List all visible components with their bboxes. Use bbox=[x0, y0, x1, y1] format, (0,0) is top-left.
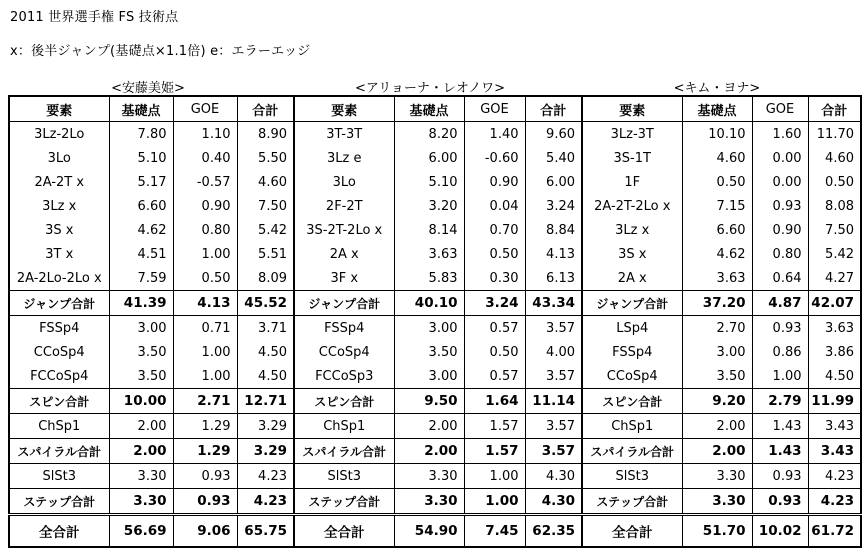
total-cell: 3.43 bbox=[808, 414, 861, 439]
element-cell: FCCoSp4 bbox=[9, 364, 109, 389]
goe-cell: 0.50 bbox=[464, 340, 525, 364]
element-cell: ジャンプ合計 bbox=[9, 291, 109, 316]
total-cell: 61.72 bbox=[808, 515, 861, 548]
element-cell: ジャンプ合計 bbox=[582, 291, 682, 316]
goe-cell: 1.00 bbox=[173, 364, 237, 389]
element-cell: スパイラル合計 bbox=[9, 439, 109, 464]
base-value-cell: 3.00 bbox=[682, 340, 752, 364]
table-row bbox=[9, 122, 861, 147]
base-value-cell: 4.60 bbox=[682, 146, 752, 170]
base-value-cell: 6.60 bbox=[109, 194, 173, 218]
table-row bbox=[9, 464, 861, 489]
base-value-cell: 5.83 bbox=[394, 266, 464, 291]
goe-cell: 2.71 bbox=[173, 389, 237, 414]
total-cell: 5.42 bbox=[808, 242, 861, 266]
goe-cell: 1.10 bbox=[173, 122, 237, 147]
goe-cell: 0.93 bbox=[752, 489, 808, 515]
element-cell: スパイラル合計 bbox=[582, 439, 682, 464]
goe-cell: 0.57 bbox=[464, 364, 525, 389]
total-cell: 4.23 bbox=[808, 489, 861, 515]
base-value-cell: 2.00 bbox=[394, 414, 464, 439]
total-cell: 4.60 bbox=[808, 146, 861, 170]
goe-cell: 0.50 bbox=[173, 266, 237, 291]
element-cell: 全合計 bbox=[582, 515, 682, 548]
skater-name-ando: <安藤美姫> bbox=[111, 81, 185, 96]
total-cell: 3.29 bbox=[237, 414, 294, 439]
base-value-cell: 3.63 bbox=[394, 242, 464, 266]
total-cell: 4.60 bbox=[237, 170, 294, 194]
goe-cell: 0.70 bbox=[464, 218, 525, 242]
base-value-cell: 3.30 bbox=[109, 464, 173, 489]
total-cell: 7.50 bbox=[237, 194, 294, 218]
total-cell: 43.34 bbox=[525, 291, 582, 316]
total-cell: 3.43 bbox=[808, 439, 861, 464]
element-cell: 2A-2Lo-2Lo x bbox=[9, 266, 109, 291]
element-cell: ジャンプ合計 bbox=[294, 291, 394, 316]
subtotal-row bbox=[9, 489, 861, 515]
base-value-cell: 51.70 bbox=[682, 515, 752, 548]
base-value-cell: 7.59 bbox=[109, 266, 173, 291]
header-base-value: 基礎点 bbox=[682, 96, 752, 122]
goe-cell: 0.93 bbox=[752, 316, 808, 341]
element-cell: 全合計 bbox=[9, 515, 109, 548]
element-cell: 3Lo bbox=[9, 146, 109, 170]
header-goe: GOE bbox=[173, 96, 237, 122]
base-value-cell: 5.10 bbox=[394, 170, 464, 194]
goe-cell: 1.00 bbox=[464, 489, 525, 515]
base-value-cell: 7.15 bbox=[682, 194, 752, 218]
element-cell: 3T-3T bbox=[294, 122, 394, 147]
subtotal-row bbox=[9, 291, 861, 316]
goe-cell: 1.43 bbox=[752, 414, 808, 439]
base-value-cell: 7.80 bbox=[109, 122, 173, 147]
base-value-cell: 0.50 bbox=[682, 170, 752, 194]
element-cell: スピン合計 bbox=[294, 389, 394, 414]
base-value-cell: 37.20 bbox=[682, 291, 752, 316]
element-cell: 3Lz x bbox=[9, 194, 109, 218]
base-value-cell: 2.00 bbox=[394, 439, 464, 464]
total-cell: 11.99 bbox=[808, 389, 861, 414]
total-cell: 0.50 bbox=[808, 170, 861, 194]
table-row bbox=[9, 316, 861, 341]
total-cell: 4.27 bbox=[808, 266, 861, 291]
total-cell: 4.23 bbox=[237, 489, 294, 515]
total-cell: 7.50 bbox=[808, 218, 861, 242]
goe-cell: 1.29 bbox=[173, 439, 237, 464]
base-value-cell: 3.50 bbox=[394, 340, 464, 364]
goe-cell: 2.79 bbox=[752, 389, 808, 414]
element-cell: スピン合計 bbox=[9, 389, 109, 414]
total-cell: 3.57 bbox=[525, 439, 582, 464]
base-value-cell: 3.30 bbox=[682, 489, 752, 515]
base-value-cell: 4.51 bbox=[109, 242, 173, 266]
header-total: 合計 bbox=[808, 96, 861, 122]
base-value-cell: 40.10 bbox=[394, 291, 464, 316]
total-cell: 9.60 bbox=[525, 122, 582, 147]
goe-cell: 10.02 bbox=[752, 515, 808, 548]
header-base-value: 基礎点 bbox=[394, 96, 464, 122]
total-cell: 42.07 bbox=[808, 291, 861, 316]
element-cell: 2A x bbox=[582, 266, 682, 291]
header-element: 要素 bbox=[294, 96, 394, 122]
header-element: 要素 bbox=[9, 96, 109, 122]
element-cell: スピン合計 bbox=[582, 389, 682, 414]
goe-cell: 0.64 bbox=[752, 266, 808, 291]
base-value-cell: 41.39 bbox=[109, 291, 173, 316]
base-value-cell: 5.17 bbox=[109, 170, 173, 194]
element-cell: スパイラル合計 bbox=[294, 439, 394, 464]
goe-cell: 0.93 bbox=[752, 464, 808, 489]
total-cell: 8.90 bbox=[237, 122, 294, 147]
goe-cell: 0.30 bbox=[464, 266, 525, 291]
header-goe: GOE bbox=[752, 96, 808, 122]
goe-cell: 3.24 bbox=[464, 291, 525, 316]
element-cell: FCCoSp3 bbox=[294, 364, 394, 389]
total-cell: 4.50 bbox=[808, 364, 861, 389]
goe-cell: -0.60 bbox=[464, 146, 525, 170]
base-value-cell: 9.20 bbox=[682, 389, 752, 414]
goe-cell: 0.00 bbox=[752, 146, 808, 170]
base-value-cell: 10.10 bbox=[682, 122, 752, 147]
skater-name-kim: <キム・ヨナ> bbox=[673, 81, 761, 96]
element-cell: FSSp4 bbox=[9, 316, 109, 341]
header-base-value: 基礎点 bbox=[109, 96, 173, 122]
goe-cell: 0.57 bbox=[464, 316, 525, 341]
header-total: 合計 bbox=[237, 96, 294, 122]
total-cell: 4.50 bbox=[237, 364, 294, 389]
element-cell: ステップ合計 bbox=[294, 489, 394, 515]
element-cell: 3S-1T bbox=[582, 146, 682, 170]
goe-cell: 0.93 bbox=[173, 464, 237, 489]
goe-cell: 1.43 bbox=[752, 439, 808, 464]
header-element: 要素 bbox=[582, 96, 682, 122]
goe-cell: -0.57 bbox=[173, 170, 237, 194]
total-cell: 5.40 bbox=[525, 146, 582, 170]
total-cell: 5.50 bbox=[237, 146, 294, 170]
base-value-cell: 3.30 bbox=[394, 489, 464, 515]
header-goe: GOE bbox=[464, 96, 525, 122]
total-cell: 4.13 bbox=[525, 242, 582, 266]
table-row bbox=[9, 266, 861, 291]
table-row bbox=[9, 170, 861, 194]
element-cell: LSp4 bbox=[582, 316, 682, 341]
total-cell: 62.35 bbox=[525, 515, 582, 548]
element-cell: ステップ合計 bbox=[582, 489, 682, 515]
total-cell: 4.30 bbox=[525, 489, 582, 515]
total-cell: 65.75 bbox=[237, 515, 294, 548]
element-cell: 2A-2T x bbox=[9, 170, 109, 194]
goe-cell: 0.00 bbox=[752, 170, 808, 194]
base-value-cell: 2.70 bbox=[682, 316, 752, 341]
total-cell: 11.70 bbox=[808, 122, 861, 147]
subtotal-row bbox=[9, 439, 861, 464]
total-cell: 8.09 bbox=[237, 266, 294, 291]
element-cell: 1F bbox=[582, 170, 682, 194]
element-cell: 3Lz-2Lo bbox=[9, 122, 109, 147]
element-cell: SlSt3 bbox=[582, 464, 682, 489]
element-cell: 2A x bbox=[294, 242, 394, 266]
legend-note: x：後半ジャンプ(基礎点×1.1倍) e：エラーエッジ bbox=[10, 44, 311, 59]
subtotal-row bbox=[9, 389, 861, 414]
element-cell: 2A-2T-2Lo x bbox=[582, 194, 682, 218]
goe-cell: 1.29 bbox=[173, 414, 237, 439]
base-value-cell: 8.20 bbox=[394, 122, 464, 147]
base-value-cell: 54.90 bbox=[394, 515, 464, 548]
goe-cell: 1.60 bbox=[752, 122, 808, 147]
base-value-cell: 2.00 bbox=[109, 439, 173, 464]
element-cell: 3F x bbox=[294, 266, 394, 291]
goe-cell: 0.90 bbox=[752, 218, 808, 242]
base-value-cell: 4.62 bbox=[682, 242, 752, 266]
grand-total-row bbox=[9, 515, 861, 548]
goe-cell: 4.87 bbox=[752, 291, 808, 316]
element-cell: SlSt3 bbox=[9, 464, 109, 489]
element-cell: 3Lz x bbox=[582, 218, 682, 242]
element-cell: 3T x bbox=[9, 242, 109, 266]
total-cell: 12.71 bbox=[237, 389, 294, 414]
total-cell: 3.57 bbox=[525, 414, 582, 439]
total-cell: 3.29 bbox=[237, 439, 294, 464]
goe-cell: 9.06 bbox=[173, 515, 237, 548]
goe-cell: 0.40 bbox=[173, 146, 237, 170]
base-value-cell: 2.00 bbox=[682, 439, 752, 464]
base-value-cell: 9.50 bbox=[394, 389, 464, 414]
base-value-cell: 8.14 bbox=[394, 218, 464, 242]
base-value-cell: 3.30 bbox=[394, 464, 464, 489]
element-cell: CCoSp4 bbox=[582, 364, 682, 389]
goe-cell: 0.80 bbox=[752, 242, 808, 266]
goe-cell: 1.00 bbox=[173, 242, 237, 266]
total-cell: 4.23 bbox=[237, 464, 294, 489]
total-cell: 3.63 bbox=[808, 316, 861, 341]
element-cell: ChSp1 bbox=[294, 414, 394, 439]
base-value-cell: 56.69 bbox=[109, 515, 173, 548]
goe-cell: 0.90 bbox=[464, 170, 525, 194]
total-cell: 8.84 bbox=[525, 218, 582, 242]
total-cell: 5.42 bbox=[237, 218, 294, 242]
element-cell: CCoSp4 bbox=[294, 340, 394, 364]
element-cell: 3Lo bbox=[294, 170, 394, 194]
element-cell: 3S x bbox=[9, 218, 109, 242]
goe-cell: 4.13 bbox=[173, 291, 237, 316]
total-cell: 3.57 bbox=[525, 316, 582, 341]
element-cell: 2F-2T bbox=[294, 194, 394, 218]
total-cell: 4.23 bbox=[808, 464, 861, 489]
total-cell: 45.52 bbox=[237, 291, 294, 316]
table-row bbox=[9, 146, 861, 170]
goe-cell: 0.90 bbox=[173, 194, 237, 218]
base-value-cell: 2.00 bbox=[109, 414, 173, 439]
element-cell: FSSp4 bbox=[294, 316, 394, 341]
total-cell: 5.51 bbox=[237, 242, 294, 266]
element-cell: FSSp4 bbox=[582, 340, 682, 364]
goe-cell: 1.00 bbox=[752, 364, 808, 389]
goe-cell: 1.64 bbox=[464, 389, 525, 414]
goe-cell: 0.93 bbox=[752, 194, 808, 218]
base-value-cell: 3.00 bbox=[109, 316, 173, 341]
base-value-cell: 2.00 bbox=[682, 414, 752, 439]
base-value-cell: 3.30 bbox=[682, 464, 752, 489]
element-cell: ChSp1 bbox=[582, 414, 682, 439]
base-value-cell: 3.50 bbox=[682, 364, 752, 389]
table-row bbox=[9, 340, 861, 364]
element-cell: ChSp1 bbox=[9, 414, 109, 439]
base-value-cell: 3.20 bbox=[394, 194, 464, 218]
goe-cell: 0.93 bbox=[173, 489, 237, 515]
goe-cell: 0.50 bbox=[464, 242, 525, 266]
base-value-cell: 6.00 bbox=[394, 146, 464, 170]
element-cell: SlSt3 bbox=[294, 464, 394, 489]
goe-cell: 0.04 bbox=[464, 194, 525, 218]
total-cell: 11.14 bbox=[525, 389, 582, 414]
base-value-cell: 3.50 bbox=[109, 364, 173, 389]
goe-cell: 1.40 bbox=[464, 122, 525, 147]
base-value-cell: 6.60 bbox=[682, 218, 752, 242]
header-total: 合計 bbox=[525, 96, 582, 122]
goe-cell: 1.00 bbox=[173, 340, 237, 364]
table-row bbox=[9, 218, 861, 242]
table-row bbox=[9, 364, 861, 389]
table-row bbox=[9, 414, 861, 439]
base-value-cell: 3.50 bbox=[109, 340, 173, 364]
element-cell: 3S x bbox=[582, 242, 682, 266]
total-cell: 6.13 bbox=[525, 266, 582, 291]
total-cell: 3.24 bbox=[525, 194, 582, 218]
page-title: 2011 世界選手権 FS 技術点 bbox=[10, 10, 179, 25]
element-cell: 3Lz-3T bbox=[582, 122, 682, 147]
total-cell: 4.30 bbox=[525, 464, 582, 489]
table-row bbox=[9, 242, 861, 266]
goe-cell: 0.80 bbox=[173, 218, 237, 242]
element-cell: 全合計 bbox=[294, 515, 394, 548]
goe-cell: 1.57 bbox=[464, 414, 525, 439]
goe-cell: 7.45 bbox=[464, 515, 525, 548]
total-cell: 4.00 bbox=[525, 340, 582, 364]
goe-cell: 1.57 bbox=[464, 439, 525, 464]
goe-cell: 0.71 bbox=[173, 316, 237, 341]
total-cell: 4.50 bbox=[237, 340, 294, 364]
element-cell: ステップ合計 bbox=[9, 489, 109, 515]
base-value-cell: 3.00 bbox=[394, 364, 464, 389]
element-cell: CCoSp4 bbox=[9, 340, 109, 364]
table-row bbox=[9, 194, 861, 218]
total-cell: 3.86 bbox=[808, 340, 861, 364]
base-value-cell: 5.10 bbox=[109, 146, 173, 170]
goe-cell: 1.00 bbox=[464, 464, 525, 489]
base-value-cell: 3.00 bbox=[394, 316, 464, 341]
base-value-cell: 4.62 bbox=[109, 218, 173, 242]
base-value-cell: 10.00 bbox=[109, 389, 173, 414]
element-cell: 3Lz e bbox=[294, 146, 394, 170]
skater-name-leonova: <アリョーナ・レオノワ> bbox=[354, 81, 506, 96]
base-value-cell: 3.63 bbox=[682, 266, 752, 291]
total-cell: 8.08 bbox=[808, 194, 861, 218]
table-header-row bbox=[9, 96, 861, 122]
total-cell: 3.57 bbox=[525, 364, 582, 389]
total-cell: 3.71 bbox=[237, 316, 294, 341]
goe-cell: 0.86 bbox=[752, 340, 808, 364]
total-cell: 6.00 bbox=[525, 170, 582, 194]
technical-score-table bbox=[8, 95, 862, 548]
element-cell: 3S-2T-2Lo x bbox=[294, 218, 394, 242]
base-value-cell: 3.30 bbox=[109, 489, 173, 515]
